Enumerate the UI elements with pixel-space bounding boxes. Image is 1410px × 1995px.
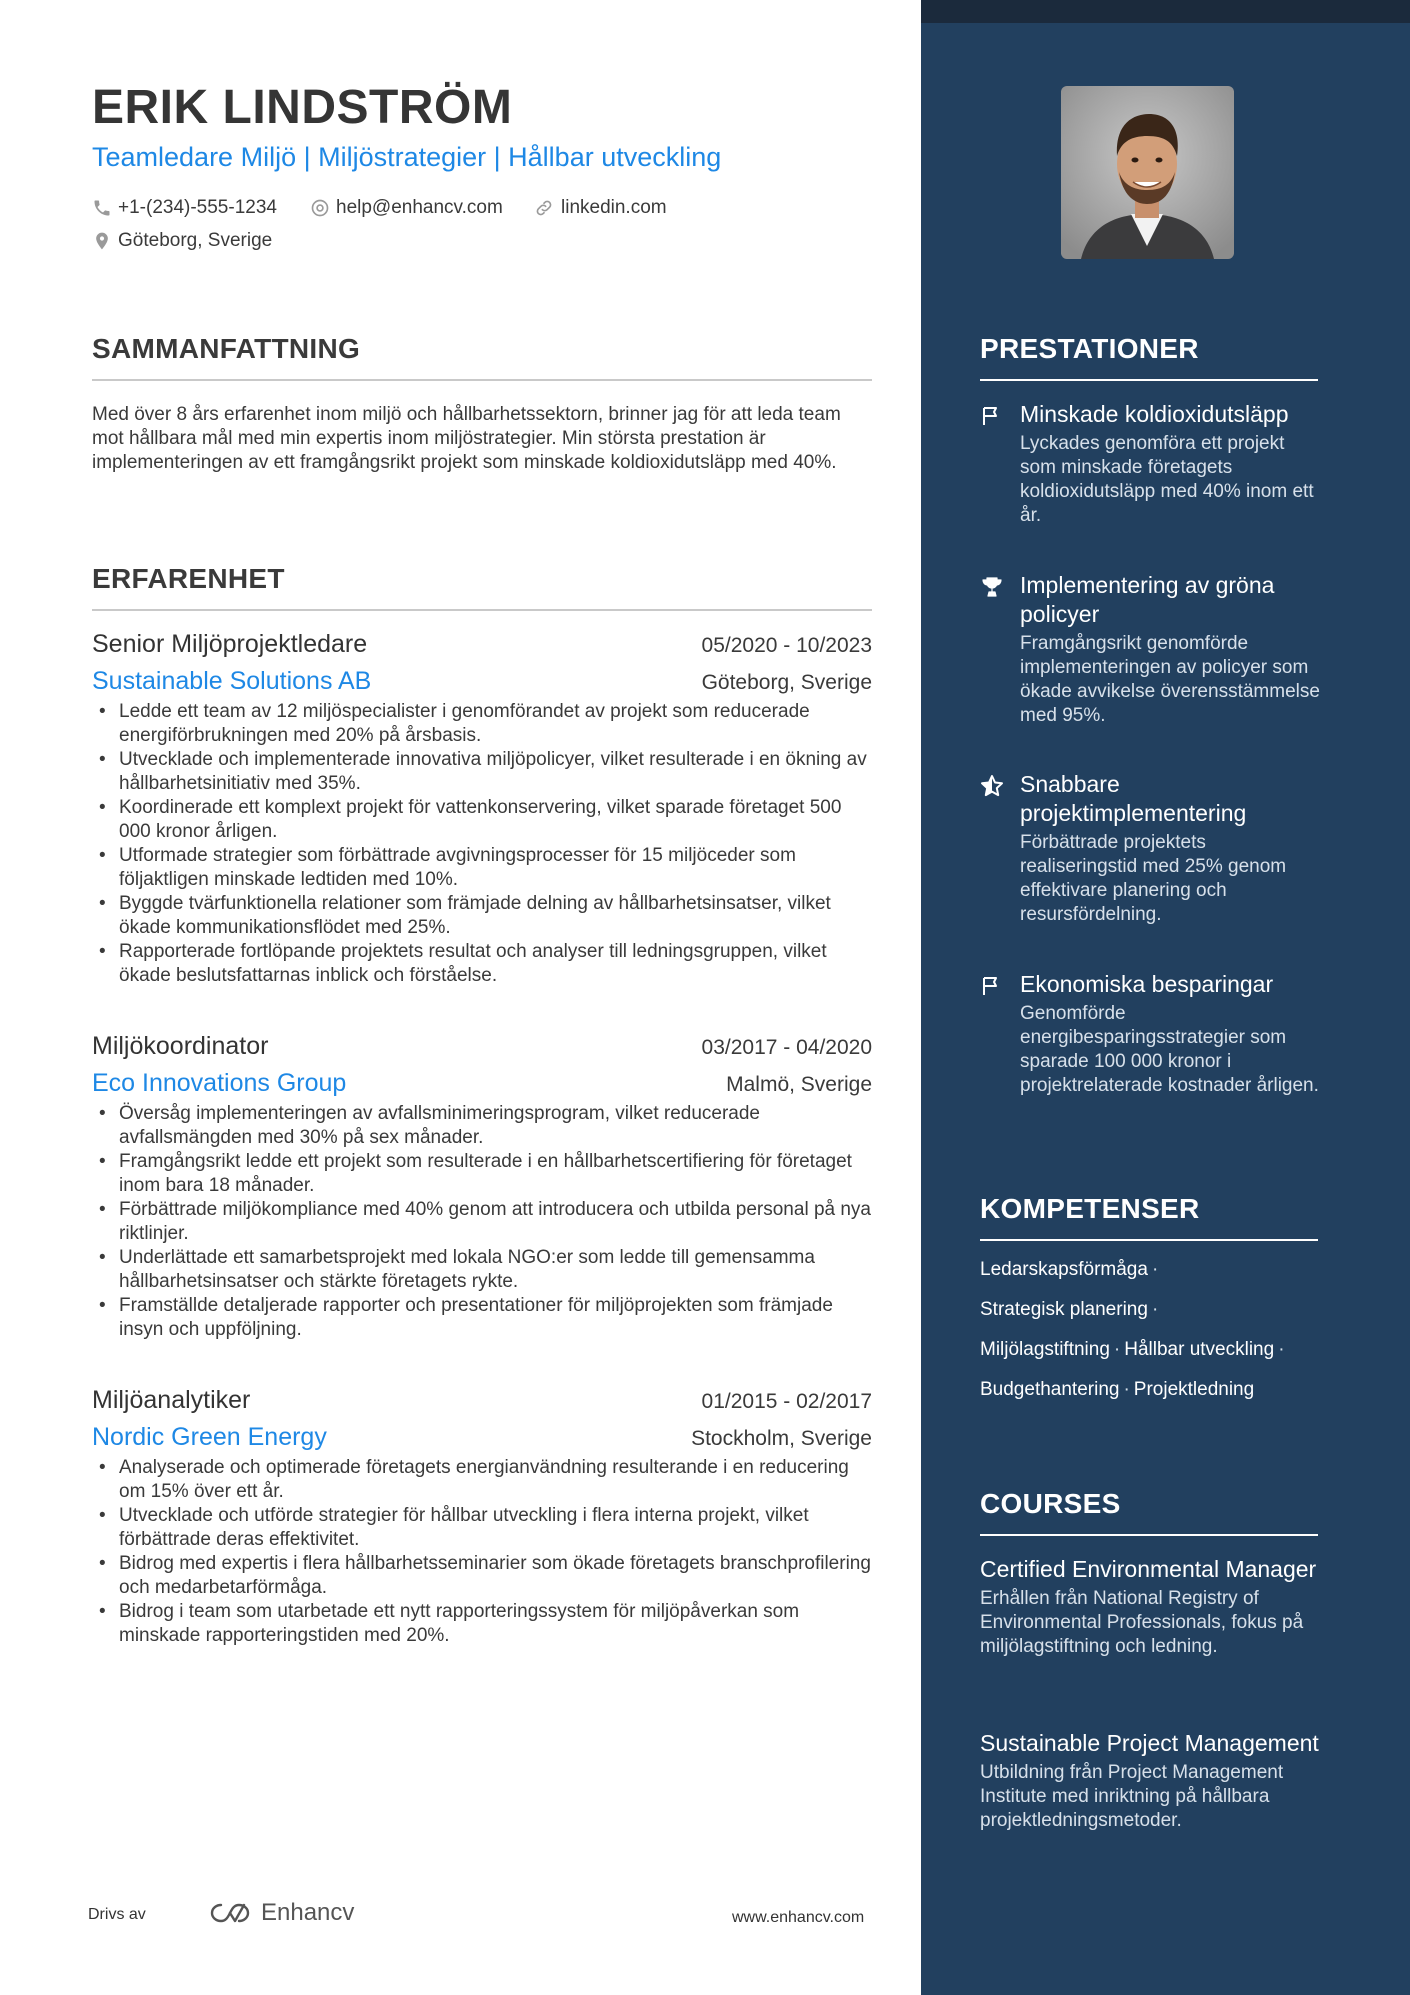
job-bullet: • Framgångsrikt ledde ett projekt som resulterade i en hållbarhetscertifiering för företaget inom bara 18 månader. xyxy=(92,1150,872,1198)
achievement-desc: Förbättrade projektets realiseringstid med 25% genom effektivare planering och resursfördelning. xyxy=(1020,832,1287,925)
link-icon xyxy=(533,198,555,218)
job-location: Malmö, Sverige xyxy=(726,1073,872,1096)
experience-heading: ERFARENHET xyxy=(92,563,285,594)
at-icon xyxy=(310,198,330,218)
achievement-desc: Genomförde energibesparingsstrategier som sparade 100 000 kronor i projektrelaterade kostnader årligen. xyxy=(1020,1003,1319,1096)
flag-icon xyxy=(980,974,1004,998)
sidebar-top-bar xyxy=(921,0,1410,23)
website-text: linkedin.com xyxy=(561,197,667,218)
summary-heading: SAMMANFATTNING xyxy=(92,333,361,364)
star-icon xyxy=(980,774,1004,798)
job-title: Miljöanalytiker xyxy=(92,1386,251,1414)
job-dates: 05/2020 - 10/2023 xyxy=(701,634,872,657)
achievement-desc: Framgångsrikt genomförde implementeringen av policyer som ökade avvikelse överensstämmelse med 95%. xyxy=(1020,633,1320,726)
flag-icon xyxy=(980,404,1004,428)
profile-photo xyxy=(1061,86,1234,259)
job-bullets xyxy=(92,1456,872,1648)
skill-item: Miljölagstiftning xyxy=(980,1339,1110,1360)
tagline: Teamledare Miljö | Miljöstrategier | Hållbar utveckling xyxy=(92,142,722,172)
job-bullet: • Bidrog med expertis i flera hållbarhetsseminarier som ökade företagets branschprofilering och medarbetarförmåga. xyxy=(92,1552,872,1600)
skills-heading: KOMPETENSER xyxy=(980,1193,1200,1224)
job-bullet: • Ledde ett team av 12 miljöspecialister i genomförandet av projekt som reducerade energiförbrukningen med 20% på årsbasis. xyxy=(92,700,872,748)
achievement-desc: Lyckades genomföra ett projekt som minskade företagets koldioxidutsläpp med 40% inom ett år. xyxy=(1020,433,1314,526)
location-pin-icon xyxy=(92,231,112,251)
skill-separator: · xyxy=(1278,1339,1285,1360)
brand-url[interactable]: www.enhancv.com xyxy=(732,1909,865,1926)
job-bullet: • Bidrog i team som utarbetade ett nytt rapporteringssystem för miljöpåverkan som minskade rapporteringstiden med 20%. xyxy=(92,1600,872,1648)
skill-separator: · xyxy=(1151,1299,1159,1320)
job-entry xyxy=(92,630,872,988)
course-title: Sustainable Project Management xyxy=(980,1730,1319,1756)
achievement-item xyxy=(980,770,1320,927)
job-bullet: • Utvecklade och implementerade innovativa miljöpolicyer, vilket resulterade i en ökning av hållbarhetsinitiativ med 35%. xyxy=(92,748,872,796)
skills-divider xyxy=(980,1239,1318,1241)
skills-list xyxy=(980,1258,1325,1418)
job-company[interactable]: Sustainable Solutions AB xyxy=(92,667,372,695)
email-contact[interactable] xyxy=(310,197,503,219)
achievement-title: Implementering av gröna policyer xyxy=(1020,572,1275,627)
skill-separator: · xyxy=(1113,1339,1121,1360)
summary-text: Med över 8 års erfarenhet inom miljö och hållbarhetssektorn, brinner jag för att leda team mot hållbara mål med min expertis inom miljöstrategier. Min största prestation är implementeringen av ett framgångsrikt projekt som minskade koldioxidutsläpp med 40%. xyxy=(92,404,841,473)
location-contact xyxy=(92,230,272,252)
job-location: Stockholm, Sverige xyxy=(691,1427,872,1450)
candidate-name: ERIK LINDSTRÖM xyxy=(92,81,513,134)
powered-by-label: Drivs av xyxy=(88,1906,146,1923)
brand-name: Enhancv xyxy=(261,1899,355,1926)
achievement-title: Minskade koldioxidutsläpp xyxy=(1020,401,1289,427)
summary-divider xyxy=(92,379,872,381)
job-dates: 03/2017 - 04/2020 xyxy=(701,1036,872,1059)
skill-item: Projektledning xyxy=(1133,1379,1255,1400)
location-text: Göteborg, Sverige xyxy=(118,230,273,251)
job-dates: 01/2015 - 02/2017 xyxy=(701,1390,872,1413)
job-entry xyxy=(92,1032,872,1342)
achievement-title: Snabbare projektimplementering xyxy=(1020,771,1247,826)
course-item xyxy=(980,1729,1320,1833)
job-bullets xyxy=(92,1102,872,1342)
email-text: help@enhancv.com xyxy=(336,197,503,218)
experience-divider xyxy=(92,609,872,611)
achievement-item xyxy=(980,571,1320,728)
brand-logo[interactable] xyxy=(207,1899,354,1927)
job-location: Göteborg, Sverige xyxy=(701,671,872,694)
phone-contact[interactable] xyxy=(92,197,277,219)
achievements-heading: PRESTATIONER xyxy=(980,333,1199,364)
courses-heading: COURSES xyxy=(980,1488,1121,1519)
website-contact[interactable] xyxy=(533,197,667,219)
job-bullet: • Underlättade ett samarbetsprojekt med lokala NGO:er som ledde till gemensamma hållbarhetsinsatser och stärkte företagets rykte. xyxy=(92,1246,872,1294)
achievement-item xyxy=(980,400,1320,528)
achievement-item xyxy=(980,970,1320,1098)
job-bullet: • Koordinerade ett komplext projekt för vattenkonservering, vilket sparade företaget 500 000 kronor årligen. xyxy=(92,796,872,844)
trophy-icon xyxy=(980,575,1004,599)
course-desc: Erhållen från National Registry of Environmental Professionals, fokus på miljölagstiftning och ledning. xyxy=(980,1588,1304,1657)
job-bullet: • Utvecklade och utförde strategier för hållbar utveckling i flera interna projekt, vilket förbättrade deras effektivitet. xyxy=(92,1504,872,1552)
achievements-divider xyxy=(980,379,1318,381)
phone-text: +1-(234)-555-1234 xyxy=(118,197,277,218)
job-bullet: • Översåg implementeringen av avfallsminimeringsprogram, vilket reducerade avfallsmängden med 30% på sex månader. xyxy=(92,1102,872,1150)
course-item xyxy=(980,1555,1320,1659)
job-bullet: • Utformade strategier som förbättrade avgivningsprocesser för 15 miljöceder som följaktligen minskade ledtiden med 10%. xyxy=(92,844,872,892)
job-bullet: • Analyserade och optimerade företagets energianvändning resulterande i en reducering om 15% över ett år. xyxy=(92,1456,872,1504)
skill-item: Ledarskapsförmåga xyxy=(980,1259,1148,1280)
job-title: Miljökoordinator xyxy=(92,1032,269,1060)
job-bullets xyxy=(92,700,872,988)
achievement-title: Ekonomiska besparingar xyxy=(1020,971,1274,997)
job-title: Senior Miljöprojektledare xyxy=(92,630,368,658)
courses-divider xyxy=(980,1534,1318,1536)
job-company[interactable]: Eco Innovations Group xyxy=(92,1069,347,1097)
enhancv-logo-icon xyxy=(207,1900,253,1926)
skill-separator: · xyxy=(1151,1259,1159,1280)
job-bullet: • Förbättrade miljökompliance med 40% genom att introducera och utbilda personal på nya riktlinjer. xyxy=(92,1198,872,1246)
job-entry xyxy=(92,1386,872,1648)
skill-item: Strategisk planering xyxy=(980,1299,1148,1320)
skill-item: Budgethantering xyxy=(980,1379,1120,1400)
course-desc: Utbildning från Project Management Institute med inriktning på hållbara projektledningsmetoder. xyxy=(980,1762,1284,1831)
job-bullet: • Framställde detaljerade rapporter och presentationer för miljöprojekten som främjade insyn och uppföljning. xyxy=(92,1294,872,1342)
job-bullet: • Rapporterade fortlöpande projektets resultat och analyser till ledningsgruppen, vilket ökade beslutsfattarnas inblick och förståelse. xyxy=(92,940,872,988)
skill-item: Hållbar utveckling xyxy=(1124,1339,1275,1360)
skill-separator: · xyxy=(1123,1379,1130,1400)
course-title: Certified Environmental Manager xyxy=(980,1556,1317,1582)
job-bullet: • Byggde tvärfunktionella relationer som främjade delning av hållbarhetsinsatser, vilket ökade kommunikationsflödet med 25%. xyxy=(92,892,872,940)
phone-icon xyxy=(92,198,112,218)
job-company[interactable]: Nordic Green Energy xyxy=(92,1423,327,1451)
